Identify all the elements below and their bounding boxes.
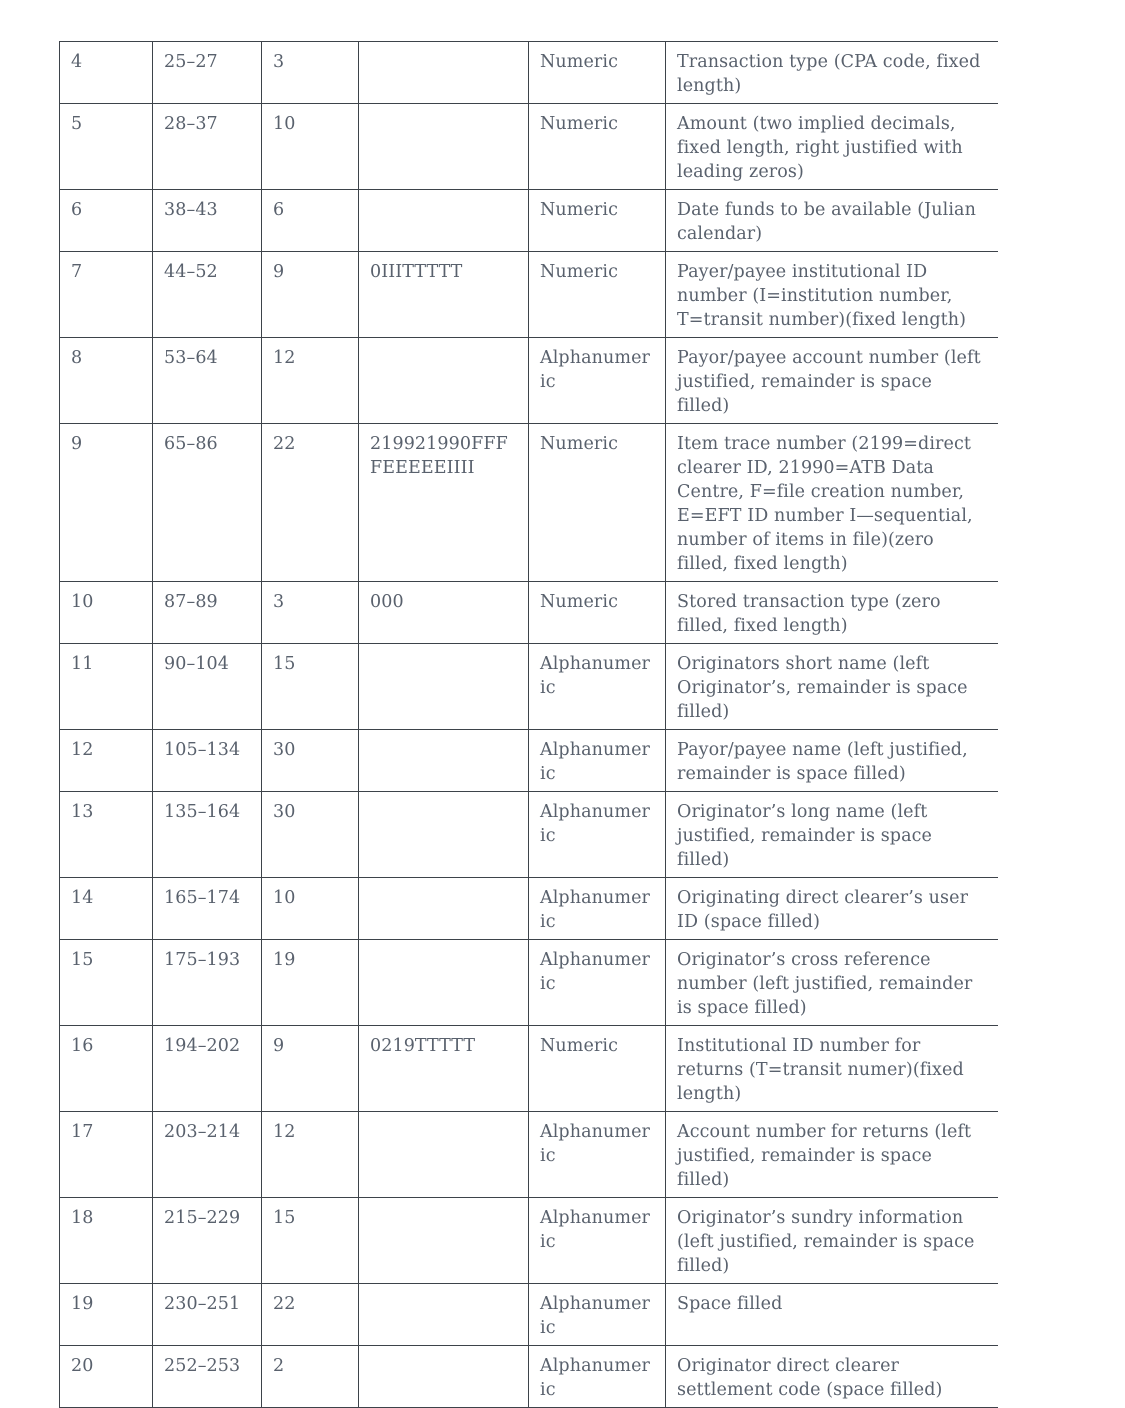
cell-positions: 28–37: [153, 104, 262, 190]
cell-description: Payor/payee account number (left justified, remainder is space filled): [666, 338, 998, 424]
cell-positions: 105–134: [153, 730, 262, 792]
cell-length: 12: [262, 1112, 359, 1198]
table-row: [60, 644, 998, 730]
cell-positions: 53–64: [153, 338, 262, 424]
cell-value: [359, 730, 529, 792]
cell-value: 0IIITTTTT: [359, 252, 529, 338]
cell-type: Numeric: [529, 424, 666, 582]
cell-length: 30: [262, 792, 359, 878]
table-row: [60, 424, 998, 582]
cell-length: 10: [262, 878, 359, 940]
cell-type: Alphanumeric: [529, 1284, 666, 1346]
cell-positions: 90–104: [153, 644, 262, 730]
cell-type: Numeric: [529, 252, 666, 338]
table-row: [60, 1198, 998, 1284]
cell-type: Alphanumeric: [529, 644, 666, 730]
cell-num: 12: [60, 730, 153, 792]
cell-description: Originator direct clearer settlement code (space filled): [666, 1346, 998, 1408]
cell-positions: 65–86: [153, 424, 262, 582]
cell-value: [359, 878, 529, 940]
cell-positions: 194–202: [153, 1026, 262, 1112]
table-row: [60, 940, 998, 1026]
table-row: [60, 1346, 998, 1408]
cell-value: [359, 1112, 529, 1198]
cell-description: Payor/payee name (left justified, remainder is space filled): [666, 730, 998, 792]
cell-length: 6: [262, 190, 359, 252]
cell-num: 6: [60, 190, 153, 252]
table-row: [60, 1026, 998, 1112]
table-row: [60, 730, 998, 792]
cell-length: 15: [262, 1198, 359, 1284]
cell-num: 5: [60, 104, 153, 190]
cell-type: Numeric: [529, 582, 666, 644]
cell-value: 219921990FFFFEEEEEIIII: [359, 424, 529, 582]
cell-num: 13: [60, 792, 153, 878]
cell-value: 000: [359, 582, 529, 644]
cell-description: Originators short name (left Originator’s, remainder is space filled): [666, 644, 998, 730]
cell-type: Numeric: [529, 104, 666, 190]
cell-length: 3: [262, 582, 359, 644]
table-row: [60, 252, 998, 338]
cell-positions: 38–43: [153, 190, 262, 252]
cell-num: 11: [60, 644, 153, 730]
cell-type: Numeric: [529, 1026, 666, 1112]
cell-num: 8: [60, 338, 153, 424]
cell-value: 0219TTTTT: [359, 1026, 529, 1112]
cell-length: 22: [262, 424, 359, 582]
cell-num: 4: [60, 42, 153, 104]
cell-description: Stored transaction type (zero filled, fixed length): [666, 582, 998, 644]
cell-num: 19: [60, 1284, 153, 1346]
cell-type: Alphanumeric: [529, 338, 666, 424]
cell-length: 10: [262, 104, 359, 190]
cell-description: Date funds to be available (Julian calendar): [666, 190, 998, 252]
cell-positions: 252–253: [153, 1346, 262, 1408]
cell-num: 14: [60, 878, 153, 940]
table-row: [60, 582, 998, 644]
cell-value: [359, 644, 529, 730]
cell-description: Originator’s long name (left justified, remainder is space filled): [666, 792, 998, 878]
cell-type: Numeric: [529, 190, 666, 252]
table-row: [60, 1112, 998, 1198]
cell-positions: 44–52: [153, 252, 262, 338]
cell-description: Transaction type (CPA code, fixed length): [666, 42, 998, 104]
record-layout-table-container: [59, 41, 997, 1408]
cell-description: Payer/payee institutional ID number (I=institution number, T=transit number)(fixed length): [666, 252, 998, 338]
cell-positions: 87–89: [153, 582, 262, 644]
cell-num: 9: [60, 424, 153, 582]
cell-positions: 175–193: [153, 940, 262, 1026]
cell-value: [359, 940, 529, 1026]
cell-type: Alphanumeric: [529, 1198, 666, 1284]
cell-length: 12: [262, 338, 359, 424]
cell-num: 17: [60, 1112, 153, 1198]
cell-num: 7: [60, 252, 153, 338]
table-row: [60, 1284, 998, 1346]
cell-type: Alphanumeric: [529, 792, 666, 878]
cell-value: [359, 1346, 529, 1408]
cell-value: [359, 1284, 529, 1346]
table-row: [60, 190, 998, 252]
cell-length: 3: [262, 42, 359, 104]
cell-type: Alphanumeric: [529, 1112, 666, 1198]
cell-description: Institutional ID number for returns (T=transit numer)(fixed length): [666, 1026, 998, 1112]
cell-description: Account number for returns (left justified, remainder is space filled): [666, 1112, 998, 1198]
cell-type: Alphanumeric: [529, 730, 666, 792]
cell-length: 19: [262, 940, 359, 1026]
cell-num: 18: [60, 1198, 153, 1284]
cell-num: 10: [60, 582, 153, 644]
cell-type: Alphanumeric: [529, 878, 666, 940]
record-layout-table: [59, 41, 998, 1408]
cell-description: Originating direct clearer’s user ID (space filled): [666, 878, 998, 940]
cell-value: [359, 1198, 529, 1284]
cell-description: Space filled: [666, 1284, 998, 1346]
cell-length: 30: [262, 730, 359, 792]
cell-positions: 135–164: [153, 792, 262, 878]
cell-positions: 215–229: [153, 1198, 262, 1284]
cell-description: Amount (two implied decimals, fixed length, right justified with leading zeros): [666, 104, 998, 190]
cell-type: Numeric: [529, 42, 666, 104]
cell-positions: 203–214: [153, 1112, 262, 1198]
cell-positions: 25–27: [153, 42, 262, 104]
cell-description: Originator’s sundry information (left justified, remainder is space filled): [666, 1198, 998, 1284]
record-table-body: [60, 42, 998, 1408]
cell-length: 15: [262, 644, 359, 730]
cell-value: [359, 42, 529, 104]
cell-num: 16: [60, 1026, 153, 1112]
table-row: [60, 42, 998, 104]
cell-value: [359, 104, 529, 190]
cell-length: 9: [262, 1026, 359, 1112]
cell-num: 15: [60, 940, 153, 1026]
table-row: [60, 104, 998, 190]
cell-type: Alphanumeric: [529, 940, 666, 1026]
cell-positions: 165–174: [153, 878, 262, 940]
cell-num: 20: [60, 1346, 153, 1408]
cell-value: [359, 792, 529, 878]
table-row: [60, 338, 998, 424]
cell-length: 9: [262, 252, 359, 338]
table-row: [60, 878, 998, 940]
cell-value: [359, 338, 529, 424]
table-row: [60, 792, 998, 878]
cell-length: 22: [262, 1284, 359, 1346]
cell-description: Originator’s cross reference number (left justified, remainder is space filled): [666, 940, 998, 1026]
cell-description: Item trace number (2199=direct clearer ID, 21990=ATB Data Centre, F=file creation number, E=EFT ID number I—sequential, number of items in file)(zero filled, fixed length): [666, 424, 998, 582]
cell-type: Alphanumeric: [529, 1346, 666, 1408]
cell-positions: 230–251: [153, 1284, 262, 1346]
cell-value: [359, 190, 529, 252]
cell-length: 2: [262, 1346, 359, 1408]
